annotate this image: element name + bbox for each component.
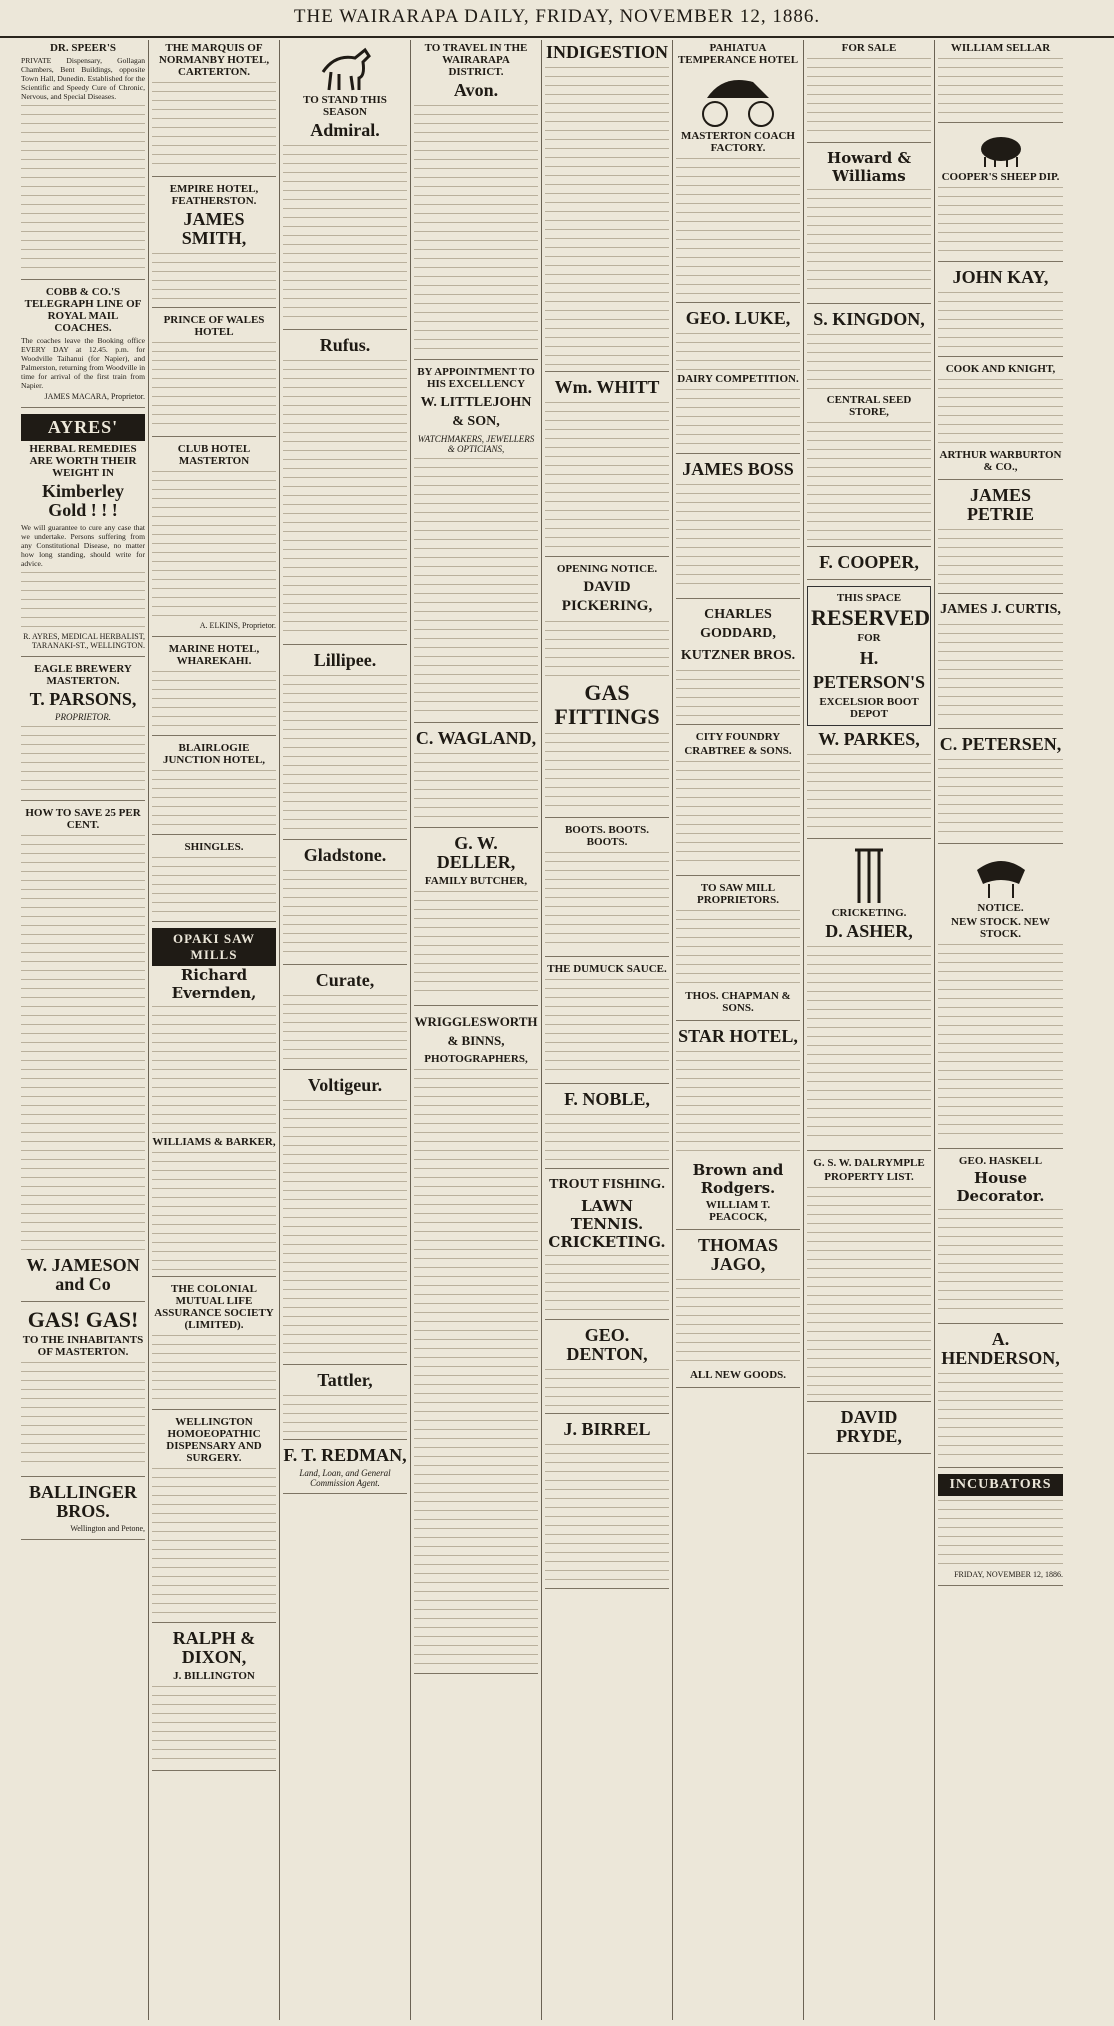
ad-title: Tattler, xyxy=(317,1370,373,1390)
ad-heading: TO SAW MILL PROPRIETORS. xyxy=(696,882,779,906)
ad-title: GAS FITTINGS xyxy=(554,680,660,729)
ad-subtitle: Land, Loan, and General Commission Agent. xyxy=(299,1468,391,1488)
column-4 xyxy=(411,40,542,2020)
filler-text xyxy=(152,1684,276,1764)
ad-title-inverted: INCUBATORS xyxy=(938,1474,1063,1496)
filler-text xyxy=(545,1367,669,1407)
ad-saw-mill xyxy=(676,882,800,1021)
filler-text xyxy=(545,731,669,811)
filler-text xyxy=(938,185,1063,255)
ad-voltigeur xyxy=(283,1076,407,1365)
ad-heading: G. S. W. DALRYMPLE xyxy=(813,1157,925,1169)
ad-heading: PAHIATUA TEMPERANCE HOTEL xyxy=(677,42,799,66)
ad-star-hotel xyxy=(676,1027,800,1230)
filler-text xyxy=(545,65,669,365)
ad-title: GEO. DENTON, xyxy=(566,1325,648,1364)
ad-opaki-saw-mills xyxy=(152,928,276,1277)
saddle-illustration xyxy=(971,850,1031,900)
column-6 xyxy=(673,40,804,2020)
ad-title: RESERVED xyxy=(811,605,931,630)
ad-parkes xyxy=(807,730,931,839)
ad-signature: R. AYRES, MEDICAL HERBALIST, TARANAKI-ST., WELLINGTON. xyxy=(23,632,145,650)
ad-heading: THE DUMUCK SAUCE. xyxy=(547,963,667,975)
filler-text xyxy=(545,1112,669,1162)
filler-text xyxy=(545,850,669,950)
ad-cooper xyxy=(807,553,931,580)
ad-heading: ALL NEW GOODS. xyxy=(689,1369,787,1381)
masthead-title: THE WAIRARAPA DAILY, FRIDAY, NOVEMBER 12, 1886. xyxy=(293,6,821,27)
ad-henderson xyxy=(938,1330,1063,1468)
ad-heading: ARTHUR WARBURTON & CO., xyxy=(939,449,1062,473)
ad-heading: THE MARQUIS OF NORMANBY HOTEL, CARTERTON. xyxy=(158,42,270,78)
ad-petersen xyxy=(938,735,1063,844)
ad-colonial-mutual xyxy=(152,1283,276,1410)
ad-whitt xyxy=(545,378,669,557)
ad-heading: NOTICE. xyxy=(977,902,1024,914)
filler-text xyxy=(152,768,276,828)
ad-incubators xyxy=(938,1474,1063,1586)
ad-title: Brown and Rodgers. xyxy=(692,1161,784,1197)
filler-text xyxy=(152,340,276,430)
ad-heading: HOW TO SAVE 25 PER CENT. xyxy=(25,807,141,831)
filler-text xyxy=(807,1185,931,1395)
ad-howard-williams xyxy=(807,149,931,304)
ad-title: Rufus. xyxy=(319,335,371,355)
ad-kay xyxy=(938,268,1063,357)
ad-goddard xyxy=(676,605,800,725)
column-3 xyxy=(280,40,411,2020)
filler-text xyxy=(152,251,276,301)
ad-heading: TO TRAVEL IN THE WAIRARAPA DISTRICT. xyxy=(424,42,528,78)
horse-illustration xyxy=(315,42,375,92)
ad-title: W. PARKES, xyxy=(818,729,920,749)
ad-ballinger xyxy=(21,1483,145,1540)
ad-title: DAVID PICKERING, xyxy=(561,579,653,614)
ad-petrie xyxy=(938,486,1063,594)
ad-ralph-dixon xyxy=(152,1629,276,1771)
filler-text xyxy=(21,103,145,273)
footer-date: FRIDAY, NOVEMBER 12, 1886. xyxy=(954,1570,1063,1579)
filler-text xyxy=(152,1333,276,1403)
filler-text xyxy=(545,977,669,1077)
ad-heading: CLUB HOTEL MASTERTON xyxy=(177,443,251,467)
filler-text xyxy=(152,855,276,915)
ad-heading: BOOTS. BOOTS. BOOTS. xyxy=(564,824,650,848)
column-2 xyxy=(149,40,280,2020)
ad-heading: SHINGLES. xyxy=(184,841,244,853)
ad-luke xyxy=(676,309,800,454)
ad-heading: WILLIAM SELLAR xyxy=(950,42,1051,54)
ad-curtis xyxy=(938,600,1063,729)
ad-title: LAWN TENNIS. CRICKETING. xyxy=(548,1197,666,1251)
ad-ayres xyxy=(21,414,145,657)
ad-title: GEO. LUKE, xyxy=(685,308,791,328)
ad-heading: FAMILY BUTCHER, xyxy=(424,875,528,887)
ad-signature: Wellington and Petone, xyxy=(70,1524,145,1533)
ad-heading: FOR SALE xyxy=(841,42,897,54)
ad-text: PRIVATE Dispensary, Gollagan Chambers, Bent Buildings, opposite Town Hall, Dunedin. Established for the Scientific and Speedy Cure of Chronic, Nervous, and Special Diseases. xyxy=(21,56,145,101)
filler-text xyxy=(152,469,276,619)
ad-title: STAR HOTEL, xyxy=(678,1026,798,1046)
ad-littlejohn xyxy=(414,366,538,723)
ad-title: F. NOBLE, xyxy=(564,1089,650,1109)
ad-cooper-sheep-dip xyxy=(938,129,1063,262)
ad-heading: TO THE INHABITANTS OF MASTERTON. xyxy=(22,1334,144,1358)
ad-indigestion xyxy=(545,43,669,372)
ad-curate xyxy=(283,971,407,1070)
ad-jago xyxy=(676,1236,800,1388)
ad-title: Richard Evernden, xyxy=(171,966,257,1002)
ad-heading: PROPERTY LIST. xyxy=(824,1171,914,1183)
filler-text xyxy=(938,527,1063,587)
ad-title: INDIGESTION xyxy=(545,42,669,62)
filler-text xyxy=(414,103,538,353)
filler-text xyxy=(283,358,407,638)
ad-dalrymple xyxy=(807,1157,931,1402)
ad-heading: MARINE HOTEL, WHAREKAHI. xyxy=(168,643,260,667)
ad-shingles xyxy=(152,841,276,922)
ad-heading: WILLIAMS & BARKER, xyxy=(152,1136,276,1148)
ad-title: JAMES BOSS xyxy=(682,459,794,479)
ad-title: Voltigeur. xyxy=(307,1075,383,1095)
filler-text xyxy=(676,331,800,371)
ad-heading: DR. SPEER'S xyxy=(49,42,117,54)
filler-text xyxy=(938,290,1063,350)
filler-text xyxy=(676,387,800,447)
ad-haskell xyxy=(938,1155,1063,1324)
ad-blairlogie xyxy=(152,742,276,835)
filler-text xyxy=(807,56,931,136)
ad-title: JAMES PETRIE xyxy=(966,485,1035,524)
ad-title: H. PETERSON'S xyxy=(812,648,926,692)
sheep-illustration xyxy=(971,129,1031,169)
filler-text xyxy=(807,332,931,392)
ad-trout-fishing xyxy=(545,1175,669,1320)
ad-heading: THOS. CHAPMAN & SONS. xyxy=(685,990,791,1014)
ad-denton xyxy=(545,1326,669,1414)
masthead xyxy=(0,6,1114,38)
ad-heading: PRINCE OF WALES HOTEL xyxy=(163,314,265,338)
filler-text xyxy=(545,1253,669,1313)
ad-boots xyxy=(545,824,669,957)
ad-heading: CRABTREE & SONS. xyxy=(684,745,792,757)
filler-text xyxy=(807,187,931,297)
filler-text xyxy=(283,673,407,833)
filler-text xyxy=(283,868,407,958)
ad-heading: DAIRY COMPETITION. xyxy=(677,373,799,385)
columns xyxy=(18,40,1108,2020)
ad-title: DAVID PRYDE, xyxy=(836,1407,902,1446)
ad-redman xyxy=(283,1446,407,1494)
ad-title: C. WAGLAND, xyxy=(415,728,537,748)
ad-title: THOMAS JAGO, xyxy=(697,1235,778,1274)
filler-text xyxy=(545,619,669,679)
ad-cobb-co xyxy=(21,286,145,408)
ad-heading: FOR xyxy=(857,632,881,644)
ad-title: G. W. DELLER, xyxy=(436,833,516,872)
column-7 xyxy=(804,40,935,2020)
ad-text: The coaches leave the Booking office EVERY DAY at 12.45. p.m. for Woodville Taihanui (for Napier), and Palmerston, returning from Woodville in time for arrival of the first train from Napier. xyxy=(21,336,145,390)
ad-heading: BY APPOINTMENT TO HIS EXCELLENCY xyxy=(417,366,535,390)
filler-text xyxy=(545,400,669,550)
ad-heading: EMPIRE HOTEL, FEATHERSTON. xyxy=(169,183,259,207)
ad-text: We will guarantee to cure any case that we undertake. Persons suffering from any Constitutional Disease, no matter how long standing, should write for advice. xyxy=(21,523,145,568)
filler-text xyxy=(938,942,1063,1142)
filler-text xyxy=(414,751,538,821)
ad-heading: THIS SPACE xyxy=(836,592,902,604)
filler-text xyxy=(676,908,800,988)
filler-text xyxy=(283,1098,407,1358)
ad-title: RALPH & DIXON, xyxy=(172,1628,256,1667)
ad-heading: EAGLE BREWERY MASTERTON. xyxy=(34,663,132,687)
ad-signature: JAMES MACARA, Proprietor. xyxy=(44,392,145,401)
filler-text xyxy=(21,1360,145,1470)
ad-heading: OPENING NOTICE. xyxy=(556,563,658,575)
filler-text xyxy=(283,1393,407,1433)
ad-title: J. BIRREL xyxy=(563,1419,651,1439)
ad-heading: COOPER'S SHEEP DIP. xyxy=(941,171,1060,183)
ad-heading: COBB & CO.'S TELEGRAPH LINE OF ROYAL MAIL COACHES. xyxy=(24,286,142,334)
ad-homeopathic xyxy=(152,1416,276,1623)
filler-text xyxy=(938,56,1063,116)
ad-title: W. LITTLEJOHN & SON, xyxy=(420,395,532,429)
ad-heading: EXCELSIOR BOOT DEPOT xyxy=(819,696,919,720)
ad-heading: BLAIRLOGIE JUNCTION HOTEL, xyxy=(162,742,266,766)
ad-title: C. PETERSEN, xyxy=(939,734,1062,754)
column-1 xyxy=(18,40,149,2020)
ad-title: Admiral. xyxy=(310,120,380,140)
ad-title-inverted: OPAKI SAW MILLS xyxy=(152,928,276,966)
filler-text xyxy=(676,156,800,296)
ad-title: W. JAMESON and Co xyxy=(26,1255,140,1294)
ad-subtitle: WATCHMAKERS, JEWELLERS & OPTICIANS, xyxy=(417,434,535,454)
ad-normanby-hotel xyxy=(152,42,276,177)
ad-heading: J. BILLINGTON xyxy=(173,1670,255,1682)
ad-heading: COOK AND KNIGHT, xyxy=(945,363,1056,375)
ad-heading: PHOTOGRAPHERS, xyxy=(424,1053,528,1065)
ad-for-sale xyxy=(807,42,931,143)
ad-deller xyxy=(414,834,538,1006)
ad-title: D. ASHER, xyxy=(825,921,913,941)
ad-gladstone xyxy=(283,846,407,965)
ad-title: Gladstone. xyxy=(303,845,387,865)
ad-avon xyxy=(414,42,538,360)
ad-title-inverted: AYRES' xyxy=(21,414,145,441)
ad-heading: CITY FOUNDRY xyxy=(695,731,781,743)
filler-text xyxy=(676,668,800,718)
filler-text xyxy=(152,1466,276,1616)
ad-heading: MASTERTON COACH FACTORY. xyxy=(680,130,795,154)
ad-admiral xyxy=(283,94,407,330)
filler-text xyxy=(676,759,800,869)
ad-empire-hotel xyxy=(152,183,276,308)
ad-sellar xyxy=(938,42,1063,123)
ad-title: JAMES J. CURTIS, xyxy=(940,602,1061,617)
filler-text xyxy=(938,757,1063,837)
filler-text xyxy=(545,1442,669,1582)
filler-text xyxy=(283,143,407,323)
ad-subheading: HERBAL REMEDIES ARE WORTH THEIR WEIGHT IN xyxy=(29,443,137,479)
ad-dr-speer xyxy=(21,42,145,280)
ad-title: JAMES SMITH, xyxy=(181,209,247,248)
ad-signature: A. ELKINS, Proprietor. xyxy=(199,621,276,630)
ad-title: T. PARSONS, xyxy=(29,689,137,709)
ad-heading: GEO. HASKELL xyxy=(958,1155,1043,1167)
filler-text xyxy=(807,420,931,540)
ad-title: Curate, xyxy=(315,970,375,990)
filler-text xyxy=(807,944,931,1144)
ad-pahiatua-hotel xyxy=(676,42,800,303)
ad-reserved-space xyxy=(807,586,931,726)
ad-title: TROUT FISHING. xyxy=(549,1177,665,1192)
ad-pryde xyxy=(807,1408,931,1454)
filler-text xyxy=(152,1004,276,1134)
ad-lillipee xyxy=(283,651,407,840)
ad-kingdon xyxy=(807,310,931,547)
ad-title: F. T. REDMAN, xyxy=(283,1445,407,1465)
ad-title: Howard & Williams xyxy=(827,149,911,185)
filler-text xyxy=(414,456,538,716)
filler-text xyxy=(676,482,800,592)
ad-wagland xyxy=(414,729,538,828)
ad-opening-notice xyxy=(545,563,669,818)
filler-text xyxy=(283,993,407,1063)
ad-rufus xyxy=(283,336,407,645)
ad-dumuck-sauce xyxy=(545,963,669,1084)
ad-title: CHARLES GODDARD, xyxy=(700,607,776,641)
ad-club-hotel xyxy=(152,443,276,637)
filler-text xyxy=(676,1049,800,1159)
ad-gas xyxy=(21,1308,145,1477)
ad-heading: TO STAND THIS SEASON xyxy=(303,94,387,118)
filler-text xyxy=(21,570,145,630)
ad-title: JOHN KAY, xyxy=(952,267,1049,287)
ad-title: A. HENDERSON, xyxy=(941,1329,1060,1368)
ad-boss xyxy=(676,460,800,599)
ad-heading: CENTRAL SEED STORE, xyxy=(826,394,912,418)
ad-cricketing xyxy=(807,845,931,1151)
filler-text xyxy=(938,1207,1063,1317)
ad-wrigglesworth xyxy=(414,1012,538,1674)
filler-text xyxy=(807,752,931,832)
ad-marine-hotel xyxy=(152,643,276,736)
ad-city-foundry xyxy=(676,731,800,876)
ad-eagle-brewery xyxy=(21,663,145,801)
filler-text xyxy=(21,833,145,1253)
ad-noble xyxy=(545,1090,669,1169)
filler-text xyxy=(414,1067,538,1667)
filler-text xyxy=(676,1277,800,1367)
filler-text xyxy=(938,1498,1063,1568)
coach-illustration xyxy=(693,68,783,128)
filler-text xyxy=(152,669,276,729)
ad-heading: WELLINGTON HOMOEOPATHIC DISPENSARY AND SURGERY. xyxy=(166,1416,262,1464)
ad-title: Kimberley Gold ! ! ! xyxy=(42,481,124,520)
ad-save-percent xyxy=(21,807,145,1302)
filler-text xyxy=(152,80,276,170)
ad-title: F. COOPER, xyxy=(819,552,919,572)
ad-title: Lillipee. xyxy=(313,650,377,670)
ad-title: GAS! GAS! xyxy=(27,1307,139,1332)
ad-prince-of-wales xyxy=(152,314,276,437)
ad-title: House Decorator. xyxy=(956,1169,1045,1205)
ad-heading: NEW STOCK. NEW STOCK. xyxy=(951,916,1050,940)
filler-text xyxy=(21,724,145,794)
ad-title: S. KINGDON, xyxy=(813,309,925,329)
ad-title: KUTZNER BROS. xyxy=(680,648,796,663)
filler-text xyxy=(938,377,1063,447)
column-8 xyxy=(935,40,1066,2020)
cricket-stumps-illustration xyxy=(849,845,889,905)
ad-notice xyxy=(938,850,1063,1149)
ad-heading: WILLIAM T. PEACOCK, xyxy=(705,1199,771,1223)
filler-text xyxy=(152,1150,276,1270)
ad-subtitle: PROPRIETOR. xyxy=(54,712,112,722)
ad-title: WRIGGLESWORTH & BINNS, xyxy=(414,1014,538,1048)
ad-heading: THE COLONIAL MUTUAL LIFE ASSURANCE SOCIETY (LIMITED). xyxy=(154,1283,274,1331)
ad-title: Wm. WHITT xyxy=(554,377,660,397)
filler-text xyxy=(414,889,538,999)
ad-birrel xyxy=(545,1420,669,1589)
ad-title: Avon. xyxy=(453,80,499,100)
ad-cook-knight xyxy=(938,363,1063,480)
ad-title: BALLINGER BROS. xyxy=(28,1482,138,1521)
filler-text xyxy=(938,622,1063,722)
column-5 xyxy=(542,40,673,2020)
ad-heading: CRICKETING. xyxy=(831,907,907,919)
filler-text xyxy=(938,1371,1063,1461)
ad-tattler xyxy=(283,1371,407,1440)
